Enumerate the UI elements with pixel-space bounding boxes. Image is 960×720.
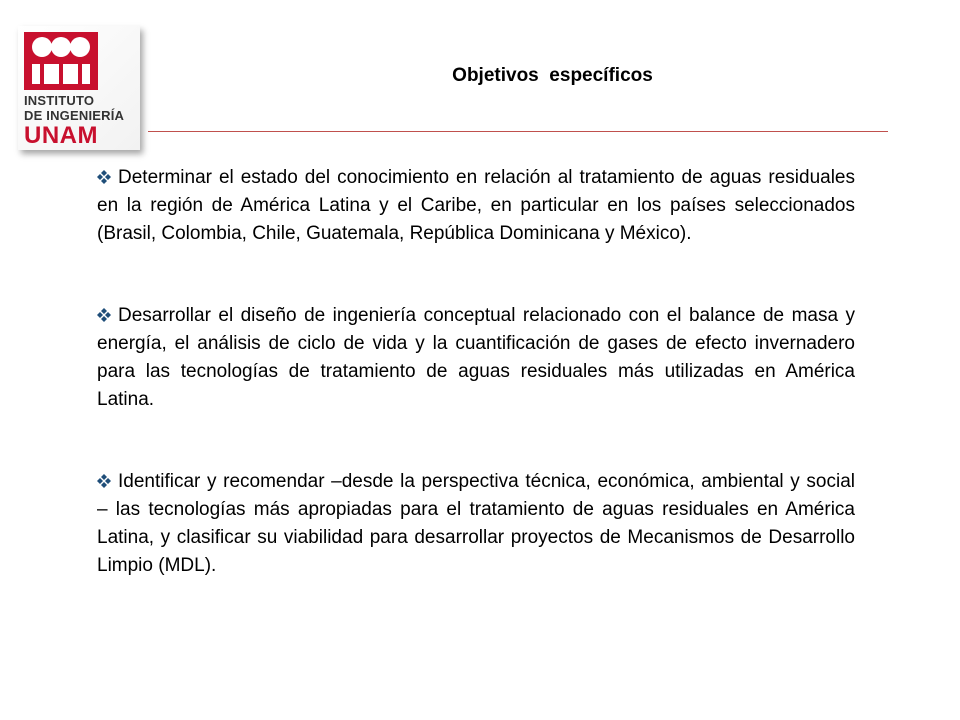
objective-text: Identificar y recomendar –desde la perspectiva técnica, económica, ambiental y social – las tecnologías más apropiadas para el tratamiento de aguas residuales en América Latina, y clasificar su viabilidad para desarrollar proyectos de Mecanismos de Desarrollo Limpio (MDL). <box>97 471 855 576</box>
objective-text: Determinar el estado del conocimiento en relación al tratamiento de aguas residuales en la región de América Latina y el Caribe, en particular en los países seleccionados (Brasil, Colombia, Chile, Guatemala, República Dominicana y México). <box>97 167 855 244</box>
objective-text: Desarrollar el diseño de ingeniería conceptual relacionado con el balance de masa y energía, el análisis de ciclo de vida y la cuantificación de gases de efecto invernadero para las tecnologías de tratamiento de aguas residuales más utilizadas en América Latina. <box>97 305 855 410</box>
objectives-list <box>97 164 855 634</box>
objective-item <box>97 164 855 248</box>
logo-line-ingenieria: DE INGENIERÍA <box>24 108 125 123</box>
objective-item <box>97 468 855 580</box>
institute-logo <box>18 26 140 150</box>
logo-line-instituto: INSTITUTO <box>24 93 95 108</box>
objective-item <box>97 302 855 414</box>
page-title: Objetivos específicos <box>452 65 653 86</box>
four-diamond-bullet-icon <box>97 474 117 488</box>
logo-line-unam: UNAM <box>24 122 98 149</box>
four-diamond-bullet-icon <box>97 170 117 184</box>
logo-wordmark <box>24 94 140 148</box>
four-diamond-bullet-icon <box>97 308 117 322</box>
title-divider <box>148 131 888 132</box>
